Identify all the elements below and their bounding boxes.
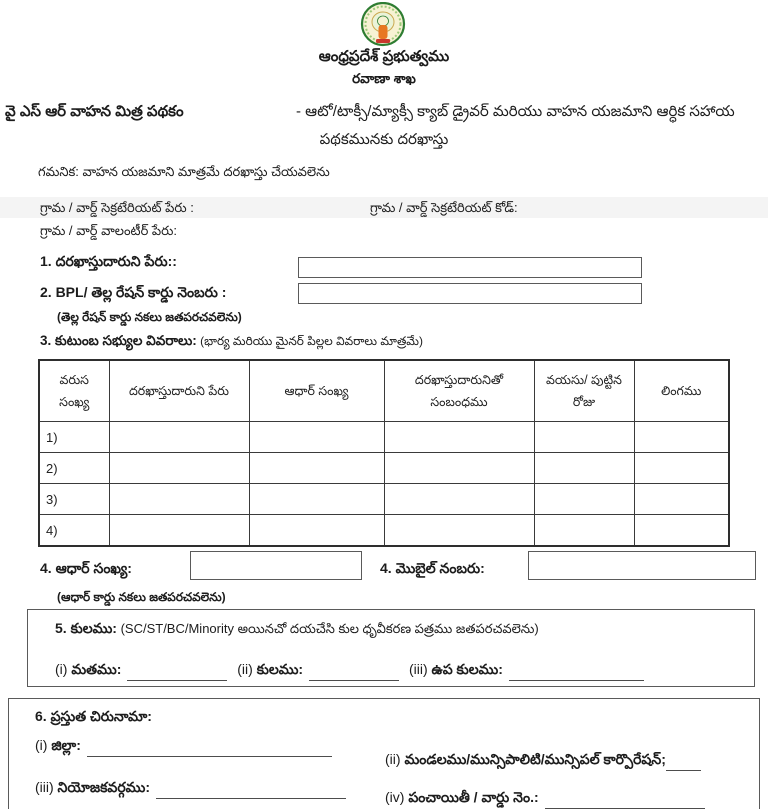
family-details-label: 3. కుటుంబ సభ్యుల వివరాలు:	[40, 333, 197, 348]
government-title: ఆంధ్రప్రదేశ్ ప్రభుత్వము	[318, 48, 450, 65]
cell-age[interactable]	[534, 453, 634, 484]
ap-government-emblem-icon	[357, 2, 409, 49]
scheme-description: - ఆటో/టాక్సీ/మ్యాక్సీ క్యాబ్ డ్రైవర్ మరియు వాహన యజమాని ఆర్ధిక సహాయ	[296, 103, 735, 120]
row-serial: 4)	[39, 515, 109, 547]
cell-relation[interactable]	[384, 515, 534, 547]
secretariat-name-label: గ్రామ / వార్డ్ సెక్రటేరియట్ పేరు :	[40, 200, 194, 215]
mandal-label: మండలము/మున్సిపాలిటి/మున్సిపల్ కార్పొరేషన్;	[404, 751, 666, 767]
cell-name[interactable]	[109, 453, 249, 484]
mandal-blank-line[interactable]	[666, 757, 701, 771]
table-row	[39, 484, 729, 515]
caste-note: (SC/ST/BC/Minority అయినచో దయచేసి కుల ధృవీకరణ పత్రము జతపరచవలెను)	[116, 621, 539, 636]
subcaste-blank-line[interactable]	[509, 667, 644, 681]
cell-age[interactable]	[534, 484, 634, 515]
aadhaar-label: 4. ఆధార్ సంఖ్య:	[40, 560, 132, 576]
col-gender: లింగము	[634, 360, 729, 422]
district-prefix: (i)	[35, 737, 52, 753]
mandal-prefix: (ii)	[385, 751, 405, 767]
cell-gender[interactable]	[634, 515, 729, 547]
col-age-dob: వయసు/ పుట్టిన రోజు	[534, 360, 634, 422]
department-title: రవాణా శాఖ	[352, 71, 416, 86]
constituency-label: నియోజకవర్గము:	[57, 779, 150, 795]
applicant-name-field[interactable]	[298, 257, 642, 278]
mandal-field-row	[385, 751, 707, 771]
caste-section-heading	[55, 620, 539, 640]
row-serial: 2)	[39, 453, 109, 484]
family-members-table	[38, 359, 730, 547]
col-serial-number: వరుస సంఖ్య	[39, 360, 109, 422]
aadhaar-note: (ఆధార్ కార్డు నకలు జతపరచవలెను)	[57, 590, 226, 604]
constituency-field-row	[35, 779, 352, 799]
cell-relation[interactable]	[384, 484, 534, 515]
aadhaar-field[interactable]	[190, 551, 362, 580]
table-row	[39, 453, 729, 484]
col-applicant-name: దరఖాస్తుదారుని పేరు	[109, 360, 249, 422]
owner-only-note: గమనిక: వాహన యజమాని మాత్రమే దరఖాస్తు చేయవలెను	[38, 164, 330, 179]
caste-prefix: (ii)	[237, 661, 257, 677]
row-serial: 1)	[39, 422, 109, 453]
religion-prefix: (i)	[55, 661, 72, 677]
caste-blank-line[interactable]	[309, 667, 399, 681]
constituency-blank-line[interactable]	[156, 785, 346, 799]
scheme-description-line2: పథకమునకు దరఖాస్తు	[319, 131, 449, 148]
district-label: జిల్లా:	[51, 737, 81, 753]
cell-gender[interactable]	[634, 422, 729, 453]
caste-fields-row	[55, 661, 650, 681]
table-row	[39, 422, 729, 453]
cell-gender[interactable]	[634, 484, 729, 515]
col-aadhaar-number: ఆధార్ సంఖ్య	[249, 360, 384, 422]
subcaste-label: ఉప కులము:	[431, 661, 503, 677]
panchayat-field-row	[385, 789, 711, 809]
family-details-heading	[40, 333, 423, 352]
cell-aadhaar[interactable]	[249, 515, 384, 547]
caste-label: 5. కులము:	[55, 620, 117, 636]
volunteer-name-label: గ్రామ / వార్డ్ వాలంటీర్ పేరు:	[40, 223, 177, 238]
cell-age[interactable]	[534, 422, 634, 453]
district-field-row	[35, 737, 338, 757]
table-header-row	[39, 360, 729, 422]
subcaste-prefix: (iii)	[408, 661, 432, 677]
ration-card-field[interactable]	[298, 283, 642, 304]
panchayat-blank-line[interactable]	[545, 795, 705, 809]
secretariat-code-label: గ్రామ / వార్డ్ సెక్రటేరియట్ కోడ్:	[370, 200, 518, 215]
cell-relation[interactable]	[384, 453, 534, 484]
cell-name[interactable]	[109, 515, 249, 547]
scheme-name: వై ఎస్ ఆర్ వాహన మిత్ర పథకం	[5, 103, 184, 120]
cell-name[interactable]	[109, 422, 249, 453]
cell-gender[interactable]	[634, 453, 729, 484]
religion-label: మతము:	[71, 661, 122, 677]
row-serial: 3)	[39, 484, 109, 515]
cell-aadhaar[interactable]	[249, 484, 384, 515]
applicant-name-label: 1. దరఖాస్తుదారుని పేరు::	[40, 253, 177, 269]
ration-card-label: 2. BPL/ తెల్ల రేషన్ కార్డు నెంబరు :	[40, 284, 227, 300]
panchayat-prefix: (iv)	[385, 789, 409, 805]
cell-aadhaar[interactable]	[249, 422, 384, 453]
mobile-label: 4. మొబైల్ నంబరు:	[380, 560, 485, 576]
col-relationship: దరఖాస్తుదారునితో సంబంధము	[384, 360, 534, 422]
address-section-heading: 6. ప్రస్తుత చిరునామా:	[35, 708, 152, 724]
religion-blank-line[interactable]	[127, 667, 227, 681]
table-row	[39, 515, 729, 547]
constituency-prefix: (iii)	[35, 779, 58, 795]
panchayat-label: పంచాయితీ / వార్డు నెం.:	[408, 789, 539, 805]
cell-aadhaar[interactable]	[249, 453, 384, 484]
cell-name[interactable]	[109, 484, 249, 515]
caste-field-label: కులము:	[256, 661, 304, 677]
family-details-note: (భార్య మరియు మైనర్ పిల్లల వివరాలు మాత్రమే)	[196, 334, 423, 348]
cell-relation[interactable]	[384, 422, 534, 453]
mobile-field[interactable]	[528, 551, 756, 580]
cell-age[interactable]	[534, 515, 634, 547]
ration-card-note: (తెల్ల రేషన్ కార్డు నకలు జతపరచవలెను)	[57, 310, 242, 324]
district-blank-line[interactable]	[87, 743, 332, 757]
